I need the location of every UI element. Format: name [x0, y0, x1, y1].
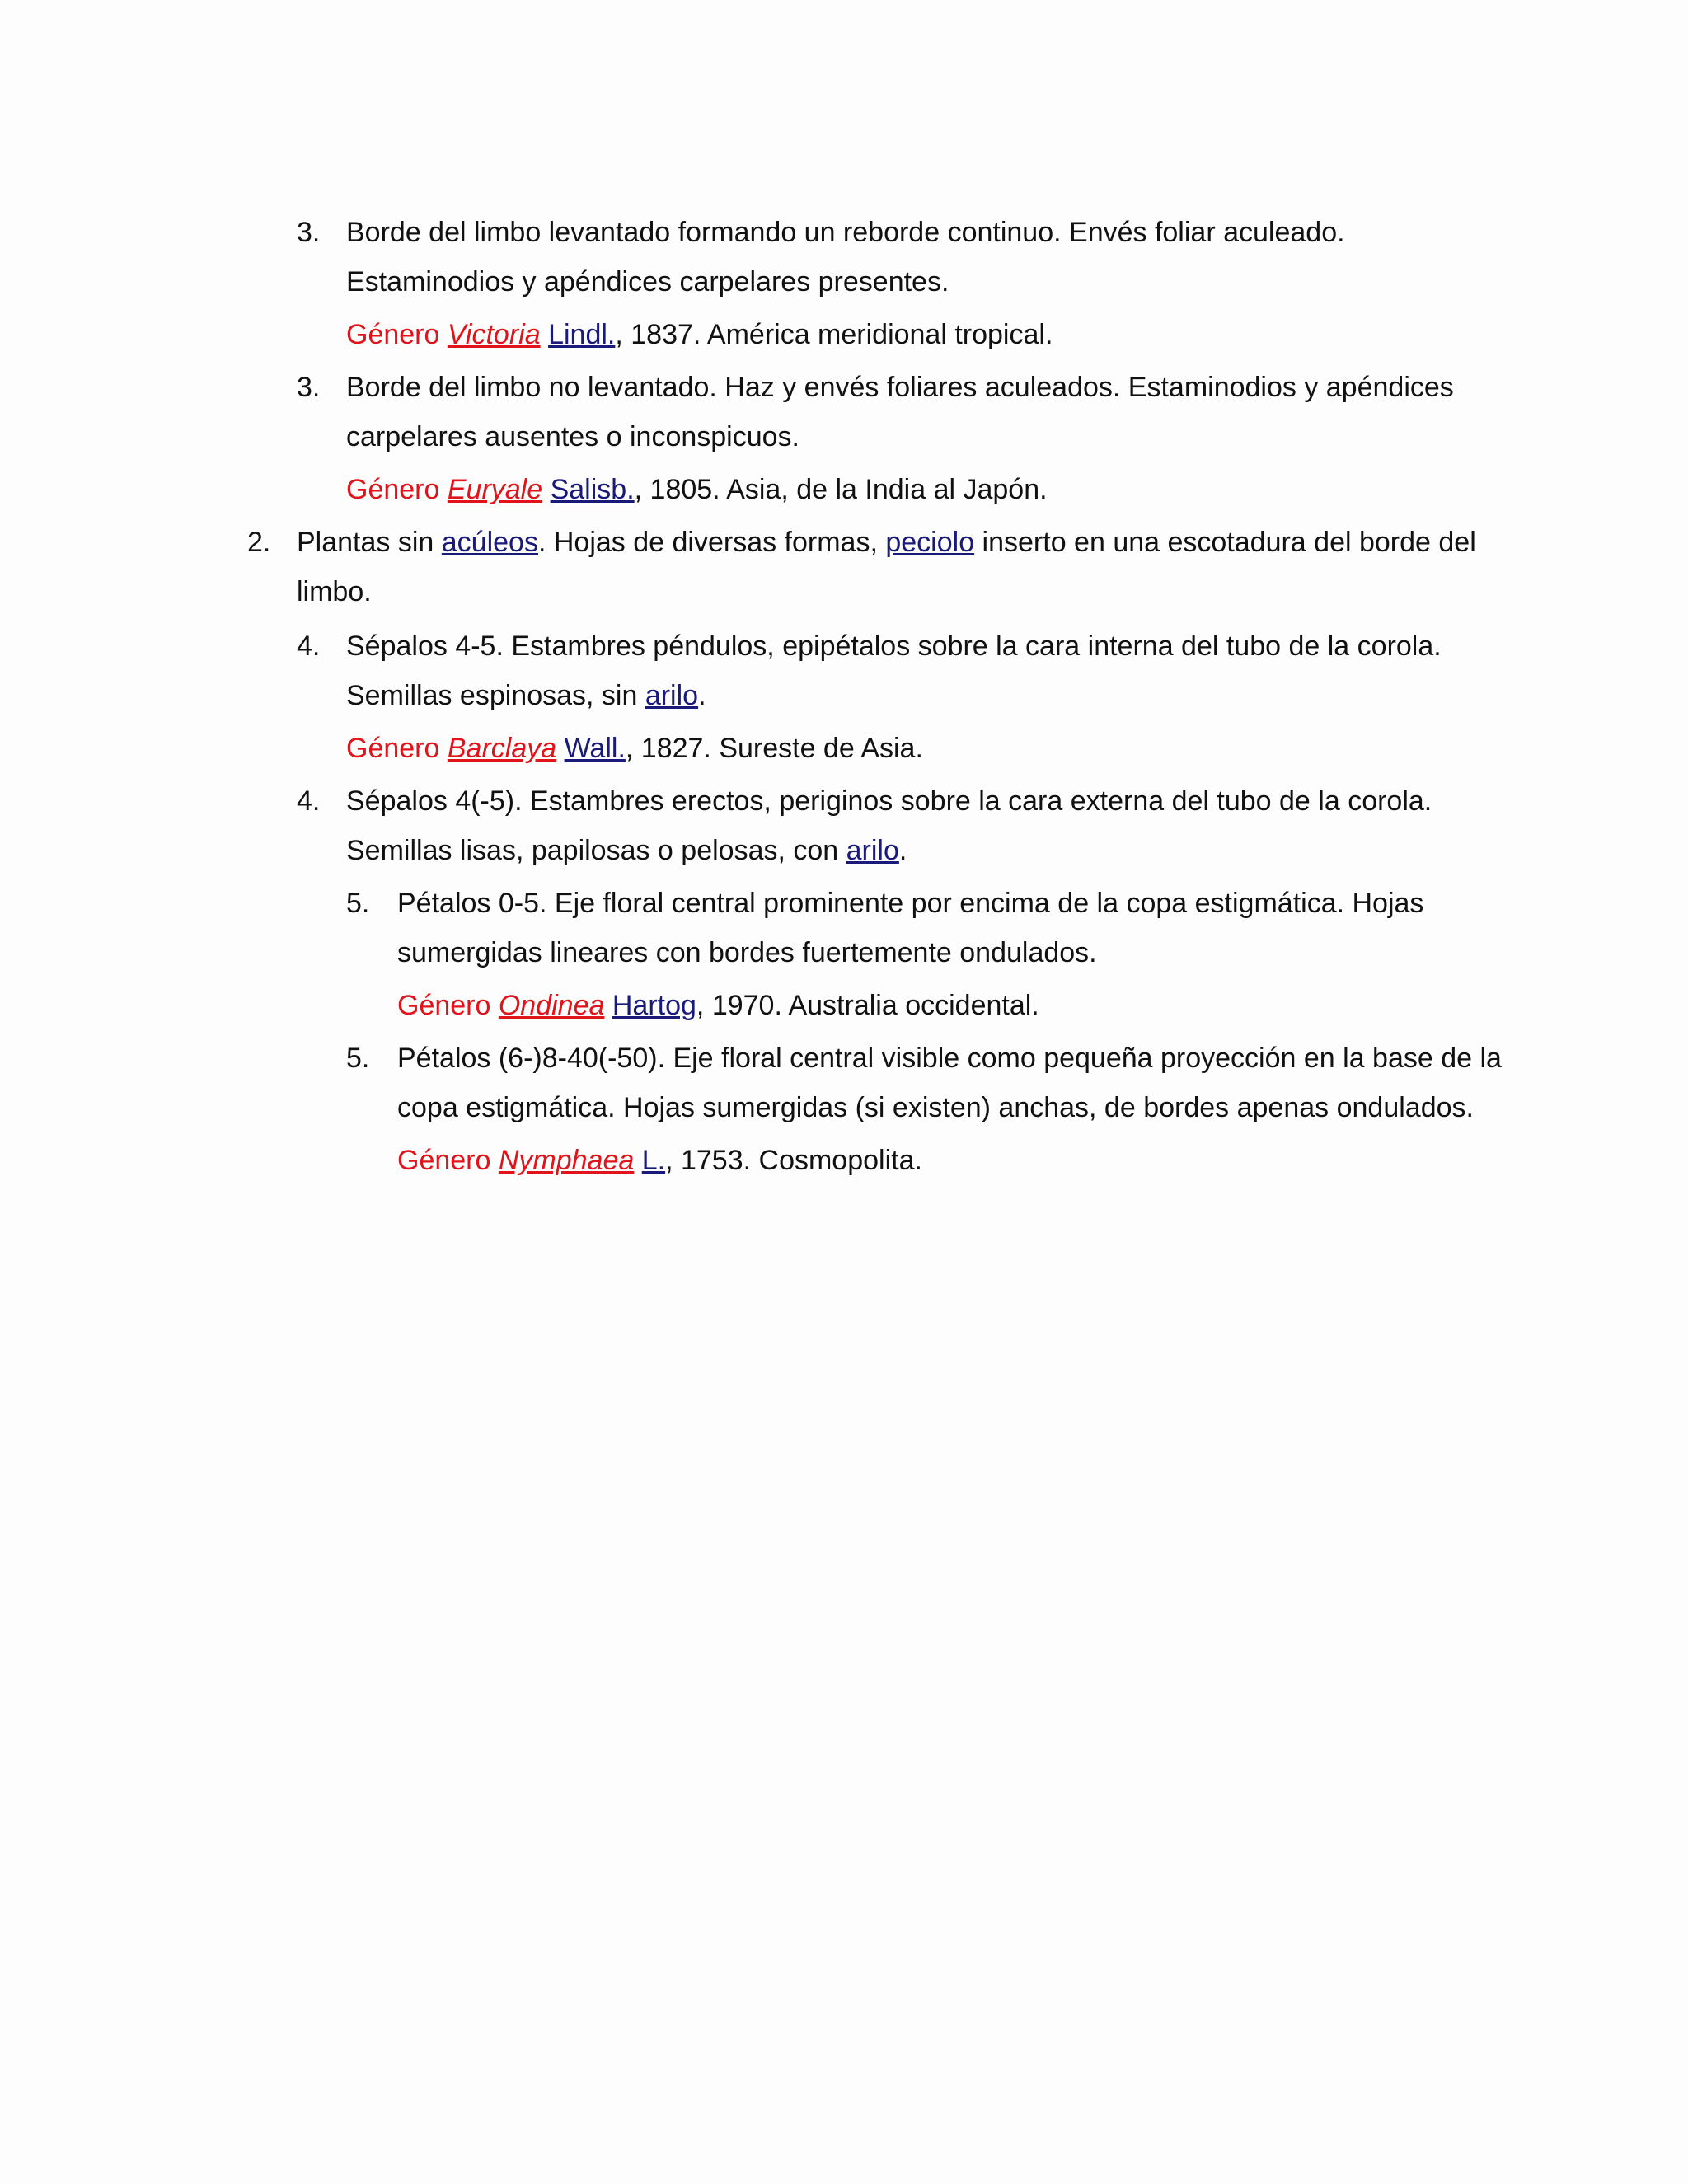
text-segment: Plantas sin: [297, 527, 442, 558]
genus-name-link[interactable]: Ondinea: [498, 990, 605, 1021]
genus-details: , 1970. Australia occidental.: [696, 990, 1039, 1021]
entry-number: 4.: [297, 630, 321, 662]
entry-text-line: sumergidas lineares con bordes fuertemente ondulados.: [397, 937, 1097, 968]
genero-label: Género: [346, 474, 440, 505]
entry-text-line: carpelares ausentes o inconspicuos.: [346, 421, 799, 452]
genus-line: [346, 310, 1053, 359]
entry-text-line: limbo.: [297, 576, 372, 607]
genus-details: , 1753. Cosmopolita.: [665, 1145, 922, 1176]
genus-name-link[interactable]: Euryale: [447, 474, 543, 505]
text-segment: inserto en una escotadura del borde del: [974, 527, 1476, 558]
genus-details: , 1827. Sureste de Asia.: [625, 733, 923, 764]
genero-label: Género: [346, 319, 440, 350]
genus-line: [397, 981, 1039, 1030]
entry-number: 4.: [297, 785, 321, 817]
entry-number: 3.: [297, 217, 321, 248]
genus-line: [346, 724, 923, 773]
author-link[interactable]: Lindl.: [548, 319, 616, 350]
genus-name-link[interactable]: Nymphaea: [498, 1145, 635, 1176]
text-segment: Semillas espinosas, sin: [346, 680, 645, 711]
entry-text-line: Sépalos 4(-5). Estambres erectos, periginos sobre la cara externa del tubo de la corola.: [346, 785, 1432, 817]
text-segment: .: [698, 680, 706, 711]
entry-text-line: Pétalos 0-5. Eje floral central prominente por encima de la copa estigmática. Hojas: [397, 888, 1424, 919]
genus-details: , 1805. Asia, de la India al Japón.: [634, 474, 1048, 505]
entry-number: 5.: [346, 1043, 370, 1074]
genero-label: Género: [397, 990, 491, 1021]
entry-text-line: Borde del limbo levantado formando un reborde continuo. Envés foliar aculeado.: [346, 217, 1345, 248]
genero-label: Género: [397, 1145, 491, 1176]
entry-text-line: [346, 671, 706, 720]
entry-text-line: [346, 826, 907, 875]
entry-text-line: copa estigmática. Hojas sumergidas (si existen) anchas, de bordes apenas ondulados.: [397, 1092, 1474, 1123]
author-link[interactable]: Hartog: [612, 990, 696, 1021]
genus-details: , 1837. América meridional tropical.: [615, 319, 1053, 350]
entry-number: 2.: [247, 527, 271, 558]
genus-line: [346, 465, 1048, 514]
arilo-link[interactable]: arilo: [645, 680, 699, 711]
aculeos-link[interactable]: acúleos: [441, 527, 538, 558]
arilo-link[interactable]: arilo: [846, 835, 899, 866]
entry-text-line: Estaminodios y apéndices carpelares presentes.: [346, 266, 950, 298]
entry-text-line: Pétalos (6-)8-40(-50). Eje floral central visible como pequeña proyección en la base de la: [397, 1043, 1502, 1074]
text-segment: .: [898, 835, 907, 866]
entry-text-line: Sépalos 4-5. Estambres péndulos, epipétalos sobre la cara interna del tubo de la corola.: [346, 630, 1442, 662]
entry-number: 5.: [346, 888, 370, 919]
genus-name-link[interactable]: Barclaya: [447, 733, 557, 764]
genus-name-link[interactable]: Victoria: [447, 319, 541, 350]
entry-text-line: Borde del limbo no levantado. Haz y envés foliares aculeados. Estaminodios y apéndices: [346, 372, 1454, 403]
genero-label: Género: [346, 733, 440, 764]
author-link[interactable]: Wall.: [564, 733, 626, 764]
text-segment: Semillas lisas, papilosas o pelosas, con: [346, 835, 846, 866]
author-link[interactable]: Salisb.: [550, 474, 635, 505]
author-link[interactable]: L.: [641, 1145, 666, 1176]
peciolo-link[interactable]: peciolo: [885, 527, 975, 558]
entry-number: 3.: [297, 372, 321, 403]
text-segment: . Hojas de diversas formas,: [537, 527, 886, 558]
entry-text-line: [297, 518, 1476, 567]
genus-line: [397, 1136, 922, 1185]
